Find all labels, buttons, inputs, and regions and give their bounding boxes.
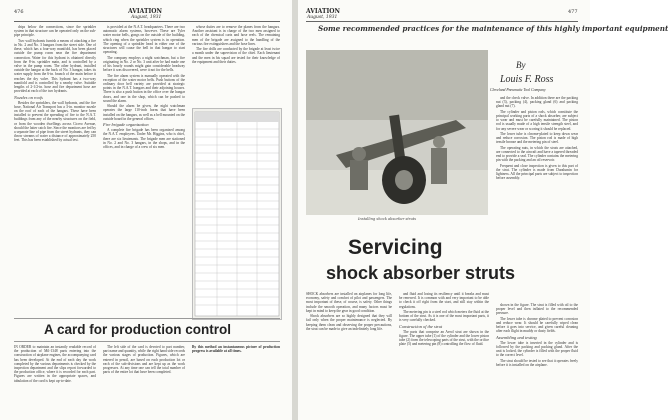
paragraph: and fluid and losing its resiliency until it breaks and must be renewed. It is common with and very important to be able to check it off right from the start, and still stay within the regulations. [399, 292, 489, 309]
subhead-assembling: Assembling and testing [496, 334, 537, 340]
right-body-column-3 [496, 303, 578, 413]
subhead-nozzles: Nozzles on roofs [14, 94, 43, 100]
byline-author: Louis F. Ross [500, 74, 554, 85]
article-deck: Some recommended practices for the maintenance of this highly important equipment [318, 24, 668, 33]
article-title-production-card: A card for production control [44, 322, 231, 337]
paragraph: shown in the figure. The strut is filled with oil to the proper level and then inflated to the recommended pressure. [496, 303, 578, 316]
paragraph: drips below the connections, since the sprinkler system in that structure can be operated only on the sub-pipe principle. [14, 25, 96, 38]
paragraph: The company employs a night watchman, but a fire originating in No. 2 or No. 3 unit after he had made one of his hourly rounds might gain considerable headway before it was discovered, were it not for the bells. [103, 55, 185, 73]
article2-column-3 [192, 345, 280, 413]
paragraph: Besides the sprinklers, the wall hydrants, and the fire hose, National Air Transport has a 3-in. monitor nozzle on the roof of each of the hangars. These have been installed to prevent the spreading of fire to the N.A.T. buildings from any of the nearby structures on the field, or from the wooden dwellings across Cicero Avenue, should the latter catch fire. Since the monitors are fed by a separate line of pipe from the street hydrants, they can throw streams of water a distance of approximately 250 feet. This has been established by actual test. [14, 100, 96, 143]
article-title-line-1: Servicing [348, 236, 443, 259]
production-card-image [192, 108, 282, 320]
byline-affiliation: Cleveland Pneumatic Tool Company [490, 88, 546, 92]
article-title-rule [14, 341, 280, 342]
paragraph: Two wall hydrants furnish a means of attacking a fire in No. 2 and No. 3 hangars from the street side. One of these, which has a four-way manifold, has been placed outside the pump room near the fire department connection. Water for this hydrant is obtained directly from the 8-in. sprinkler main, and is controlled by a valve in the pump room. The other hydrant, installed outside the hangar at the back of No. 3 hangar, takes its water supply from the 6-in. branch of the main before it reaches the dry valve. This hydrant has a two-way manifold and is controlled by a nearby valve. Suitable lengths of 2-1/2-in. hose and fire department hose are provided at each of the two hydrants. [14, 38, 96, 94]
left-page [0, 0, 292, 420]
article-title-line-2: shock absorber struts [326, 263, 516, 283]
paragraph: The lower tube is chrome plated to prevent corrosion and reduce wear. It should be carefully wiped clean before it goes into service, and given careful cleaning after each flight in muddy or dusty fields. [496, 316, 578, 334]
paragraph: Shock absorbers are so highly designed that they will fail only when the proper maintenance is neglected. By keeping them clean and observing the proper precautions, the strut can be made to give an indefinitely long life. [306, 314, 392, 331]
photo-caption: Installing shock absorber struts [358, 217, 417, 221]
left-column-2 [103, 25, 185, 263]
paragraph: A complete fire brigade has been organized among the N.A.T. employees. Under Mr. Higgins, who is chief, there are six lieutenants. The brigade men are stationed in No. 2 and No. 3 hangars, in the shops, and in the offices, and in charge of a crew of six men. [103, 128, 185, 150]
paragraph: The cylinder and piston rods, which constitute the principal working parts of a shock absorber, are subject to wear and must be carefully maintained. The piston rod is usually made of a high tensile strength steel, and for any severe wear or scoring it should be replaced. [496, 109, 578, 131]
photo-illustration [306, 50, 488, 215]
paragraph: The left side of the card is devoted to part number, part name and quantity, while the right hand side records the various stages of production. Figures, which are entered in pencil, are based on each production lot or each of the sub-divisions and are kept up as the work progresses. At any time one can tell the total number of parts of the entire lot that have been completed. [103, 345, 185, 375]
right-running-head: AVIATION [306, 8, 340, 15]
article2-column-1 [14, 345, 96, 413]
paragraph: SHOCK absorbers are installed on airplanes for long life, economy, safety and comfort of pilot and passengers. The most important of these, of course, is safety. Other things include the smooth operation, and many factors must be kept in mind to keep the gear in good condition. [306, 292, 392, 313]
paragraph: IN ORDER to maintain an instantly readable record of the production of Mil-1348 parts entering into the construction of airplane engines, the accompanying card has been developed. At the end of each day the work completed by the various departments is checked by the inspection department and the slips report forwarded to the production office, where it is recorded for each part. Figures are written in the appropriate spaces, and tabulation of the card is kept up-to-date. [14, 345, 96, 383]
right-running-date: August, 1931 [307, 15, 338, 20]
paragraph: By this method an instantaneous picture of production progress is available at all times. [192, 345, 280, 354]
photo-installing-struts [306, 50, 488, 215]
right-body-column-1 [306, 292, 392, 413]
left-folio: 476 [14, 9, 24, 15]
right-folio: 477 [568, 9, 578, 15]
paragraph: Frequent and close inspection is given to this part of the strut. The cylinder is made from Duralumin for lightness. All the principal parts are subject to inspection before assembly. [496, 163, 578, 181]
paragraph: The parts that comprise an Aerol strut are shown in the figure. The upper tube (1) of the cylinder and the lower piston tube (2) form the telescoping parts of the strut, with the orifice plate (5) and metering pin (8) controlling the flow of fluid. [399, 329, 489, 347]
article-divider [14, 318, 280, 319]
left-header-rule [14, 21, 280, 22]
paragraph: The lower tube is chrome-plated to keep down wear and reduce corrosion. The piston rod is made of high tensile bronze and the metering pin of steel. [496, 132, 578, 145]
article2-column-2 [103, 345, 185, 413]
paragraph: is provided at the N.A.T. headquarters. There are two automatic alarm systems, however. These are Tyler water motor bells, gongs on the outside of the building, which ring when the sprinkler system is in operation. The opening of a sprinkler head in either one of the structures will cause the bell in that hangar to start operating. [103, 25, 185, 55]
paragraph: The fire drills are conducted by the brigade at least twice a month under the supervision of the chief. Each lieutenant and the men in his squad are tested for their knowledge of the equipment and their duties. [192, 47, 280, 64]
paragraph: whose duties are to remove the planes from the hangars. Another assistant is in charge of the two men assigned to each of the chemical carts and hose reels. The remaining men of the brigade are assigned to the handling of the various fire extinguishers and the hose lines. [192, 25, 280, 46]
left-column-3 [192, 25, 280, 105]
subhead-construction: Construction of the strut [399, 323, 443, 329]
right-page [298, 0, 668, 420]
subhead-fire-brigade: Fire brigade organization [103, 122, 149, 128]
paragraph: Should the alarm be given, the night watchman operates the large 110-inch horns that have been installed on the hangars, as well as a bell mounted on the outside board in the general offices. [103, 104, 185, 121]
production-card-illustration [193, 109, 281, 319]
right-body-column-2 [399, 292, 489, 413]
left-running-date: August, 1931 [131, 15, 162, 20]
paragraph: The metering pin is a steel rod which meters the fluid at the bottom of the strut. As it is one of the most important parts, it is very carefully checked. [399, 310, 489, 323]
left-running-head: AVIATION [128, 8, 162, 15]
paragraph: The fire alarm system is manually operated with the exception of the water motor bells. Push buttons of the ordinary door bell variety are provided at strategic points in the N.A.T. hangars and their adjoining houses. There is also a push button in the office over the hangar doors, and one in the shop, which can be pushed to sound the alarm. [103, 73, 185, 103]
paragraph: The strut should be tested to see that it operates freely before it is installed on the airplane. [496, 358, 578, 367]
paragraph: and the check valve. In addition there are the packing nut (3), packing (4), packing gland (6) and packing gland nut (7). [496, 96, 578, 109]
paragraph: The operating nuts, in which the struts are attached, are connected to the aircraft and have a tapered threaded end to provide a seal. The cylinder contains the metering pin with the packing and an oil reservoir. [496, 145, 578, 163]
byline-by: By [516, 60, 526, 70]
paragraph: The lower tube is inserted in the cylinder and is followed by the packing and packing gland. After the unit is locked, the cylinder is filled with the proper fluid to the correct level. [496, 340, 578, 358]
right-header-rule [306, 21, 578, 22]
